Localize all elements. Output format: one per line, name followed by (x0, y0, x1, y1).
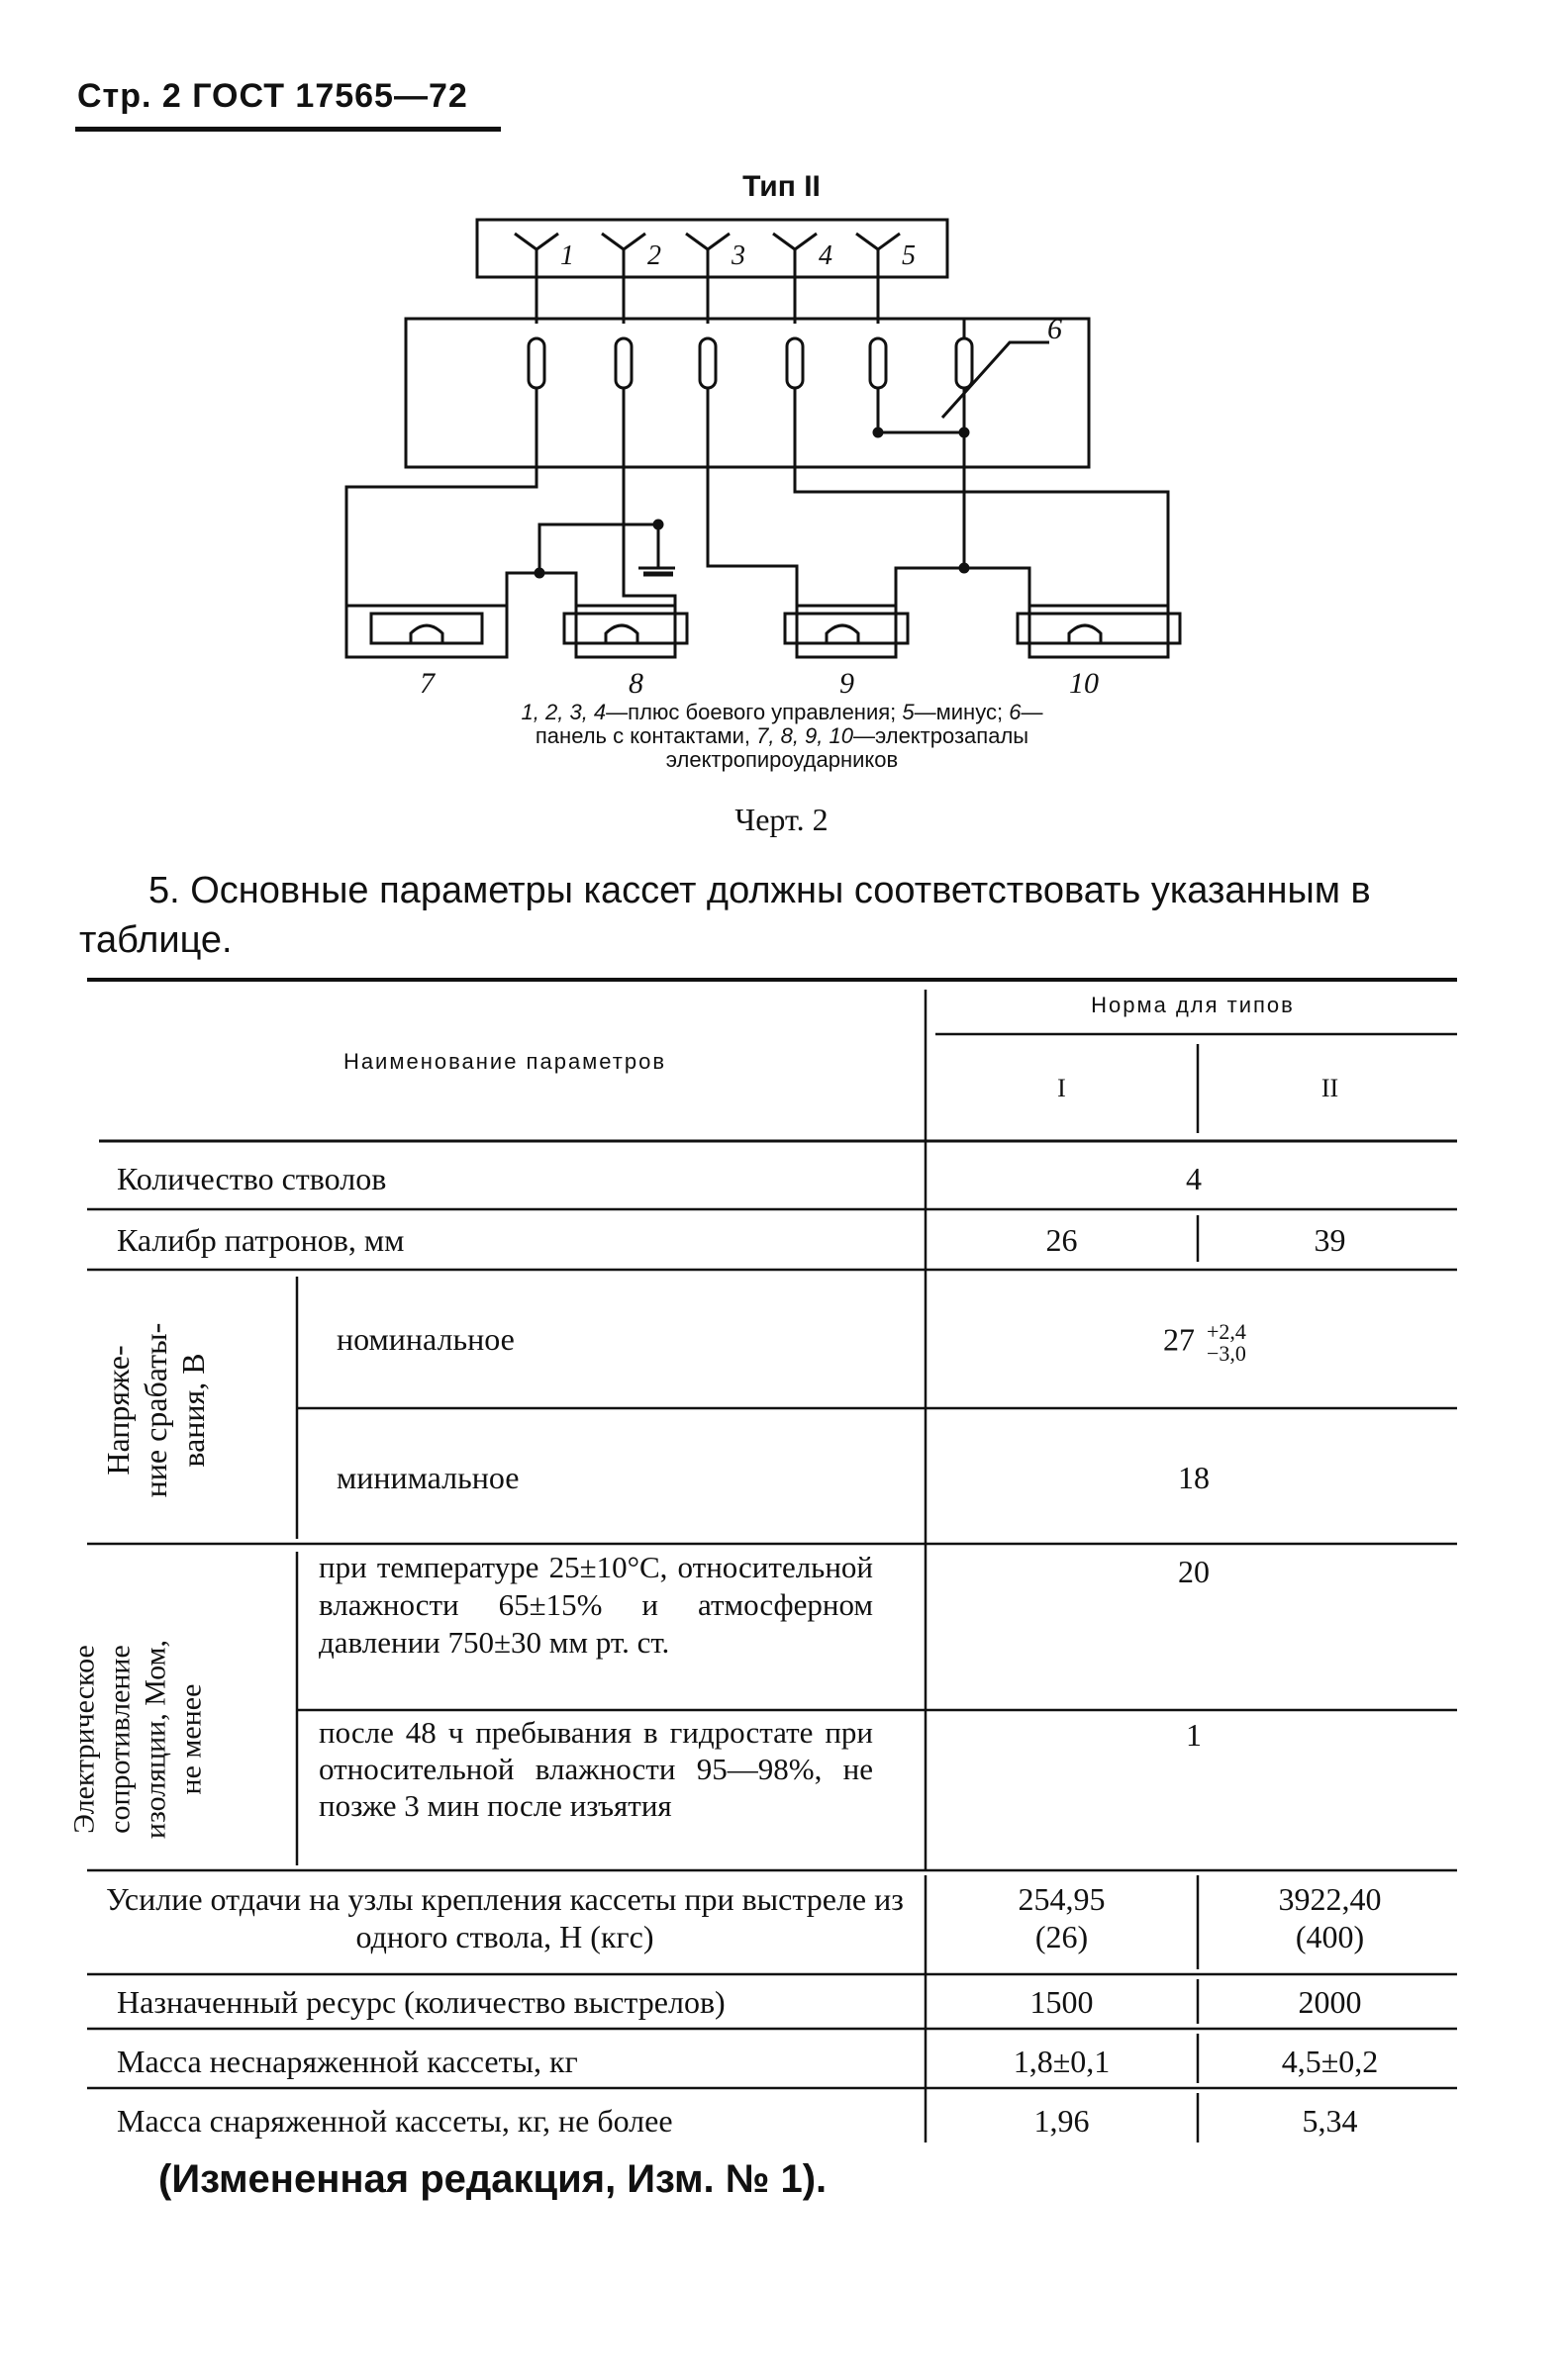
igniter-label-7: 7 (420, 667, 435, 700)
voltage-nominal-label: номинальное (337, 1321, 515, 1357)
row-mass-empty-type-1: 1,8±0,1 (1013, 2044, 1111, 2079)
legend-line-1: 1, 2, 3, 4—плюс боевого управления; 5—минус; 6— (521, 700, 1043, 724)
table-head-type-2: II (1320, 1074, 1339, 1102)
pin-label-5: 5 (902, 240, 916, 271)
legend-line-3: электропироударников (665, 747, 899, 772)
amendment-note: (Измененная редакция, Изм. № 1). (158, 2157, 828, 2201)
page-header: Стр. 2 ГОСТ 17565—72 (77, 77, 468, 115)
row-caliber-type-1: 26 (1045, 1222, 1078, 1258)
voltage-tolerance-minus: −3,0 (1207, 1341, 1246, 1366)
row-caliber-label: Калибр патронов, мм (117, 1222, 405, 1258)
resistance-group-label: Электрическое сопротивление изоляции, Мом, не менее (67, 1639, 208, 1840)
pin-label-2: 2 (647, 240, 661, 271)
row-mass-loaded-label: Масса снаряженной кассеты, кг, не более (117, 2103, 673, 2139)
figure-title: Тип II (742, 170, 821, 203)
row-recoil-type-1: 254,95 (26) (1018, 1881, 1106, 1954)
figure-caption: Черт. 2 (734, 802, 829, 837)
voltage-group-label: Напряже- ние срабаты- вания, В (100, 1322, 211, 1498)
row-barrels-label: Количество стволов (117, 1161, 387, 1196)
igniter-label-9: 9 (839, 667, 854, 700)
resistance-humidity-value: 1 (1186, 1717, 1202, 1753)
resistance-normal-value: 20 (1178, 1554, 1210, 1589)
row-mass-loaded-type-1: 1,96 (1033, 2103, 1090, 2139)
row-mass-empty-type-2: 4,5±0,2 (1281, 2044, 1379, 2079)
row-resource-type-1: 1500 (1029, 1984, 1094, 2020)
resistance-humidity-label: после 48 ч пребывания в гидростате при относительной влажности 95—98%, не позже 3 мин после изъятия (319, 1715, 873, 1823)
igniter-label-8: 8 (629, 667, 643, 700)
voltage-min-value: 18 (1178, 1460, 1210, 1495)
row-barrels-value: 4 (1186, 1161, 1202, 1196)
row-mass-empty-label: Масса неснаряженной кассеты, кг (117, 2044, 578, 2079)
pin-label-4: 4 (819, 240, 832, 271)
igniter-label-10: 10 (1069, 667, 1099, 700)
voltage-min-label: минимальное (337, 1460, 520, 1495)
panel-label-6: 6 (1047, 313, 1062, 345)
voltage-nominal-value: 27 +2,4 −3,0 (1163, 1319, 1246, 1366)
legend-line-2: панель с контактами, 7, 8, 9, 10—электрозапалы (535, 723, 1029, 748)
pin-label-1: 1 (560, 240, 574, 271)
table-head-type-1: I (1057, 1074, 1066, 1102)
row-resource-type-2: 2000 (1298, 1984, 1362, 2020)
row-recoil-label: Усилие отдачи на узлы крепления кассеты при выстреле из одного ствола, Н (кгс) (106, 1881, 904, 1954)
row-mass-loaded-type-2: 5,34 (1302, 2103, 1358, 2139)
table-head-norm: Норма для типов (1091, 993, 1295, 1017)
voltage-tolerance-plus: +2,4 (1207, 1319, 1246, 1344)
pin-label-3: 3 (732, 240, 745, 271)
row-recoil-type-2: 3922,40 (400) (1278, 1881, 1382, 1954)
row-resource-label: Назначенный ресурс (количество выстрелов) (117, 1984, 726, 2020)
resistance-normal-label: при температуре 25±10°С, относительной влажности 65±15% и атмосферном давлении 750±30 мм рт. ст. (319, 1550, 873, 1660)
paragraph-5: 5. Основные параметры кассет должны соответствовать указанным в таблице. (79, 870, 1371, 961)
row-caliber-type-2: 39 (1314, 1222, 1346, 1258)
table-head-parameters: Наименование параметров (342, 1049, 667, 1074)
